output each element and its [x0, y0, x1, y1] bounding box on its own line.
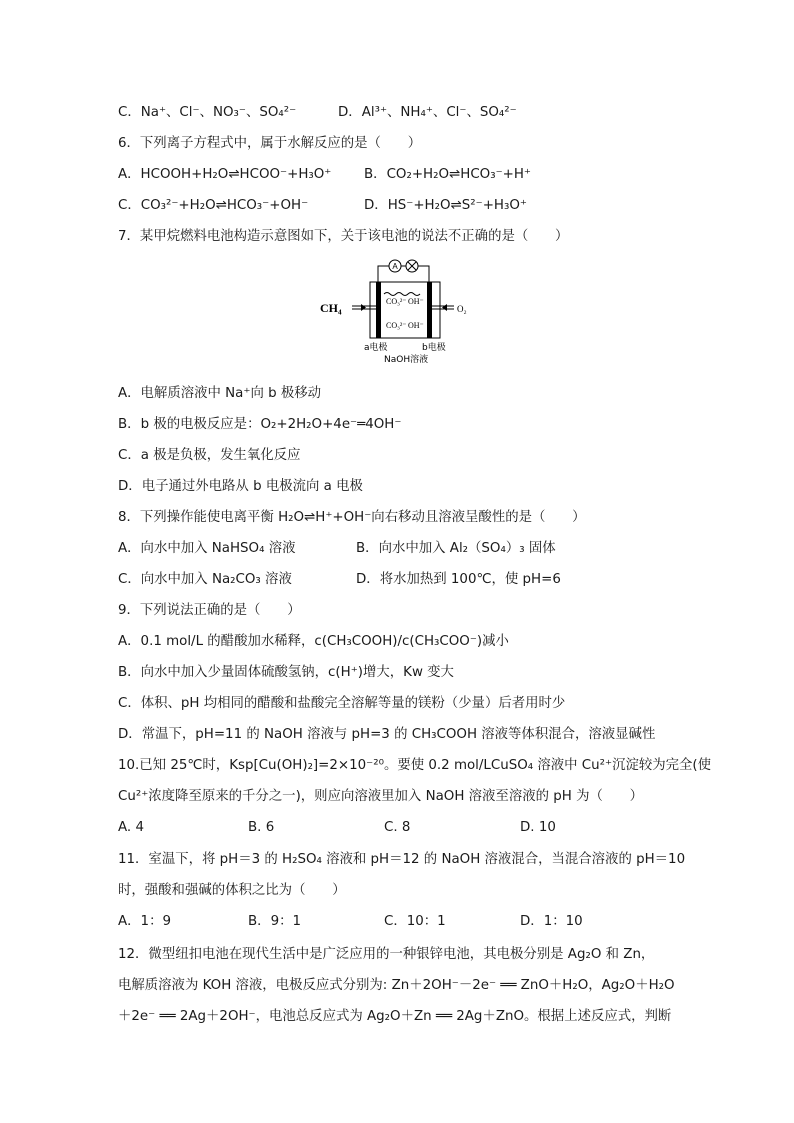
electrode-b — [427, 282, 432, 338]
q7-option-a: A．电解质溶液中 Na⁺向 b 极移动 — [118, 386, 322, 401]
ion-label: CO₃²⁻ — [386, 297, 407, 306]
ion-label: OH⁻ — [408, 321, 424, 330]
electrode-a — [376, 282, 381, 338]
q7-option-b: B．b 极的电极反应是：O₂+2H₂O+4e⁻═4OH⁻ — [118, 417, 402, 432]
q6-option-b: B．CO₂+H₂O⇌HCO₃⁻+H⁺ — [364, 167, 532, 182]
question-11-cont: 时，强酸和强碱的体积之比为（ ） — [118, 883, 346, 898]
q11-option-d: D．1：10 — [520, 914, 583, 929]
question-10-cont: Cu²⁺浓度降至原来的千分之一)，则应向溶液里加入 NaOH 溶液至溶液的 pH 为（ ） — [118, 789, 644, 804]
question-12-cont: 电解质溶液为 KOH 溶液，电极反应式分别为: Zn＋2OH⁻－2e⁻ ══ ZnO＋H₂O，Ag₂O＋H₂O — [118, 978, 675, 993]
q10-option-d: D. 10 — [520, 820, 556, 835]
ammeter-label: A — [392, 262, 398, 271]
q6-option-c: C．CO₃²⁻+H₂O⇌HCO₃⁻+OH⁻ — [118, 198, 309, 213]
q8-option-a: A．向水中加入 NaHSO₄ 溶液 — [118, 541, 296, 556]
solution-label: NaOH溶液 — [384, 355, 429, 365]
question-9: 9．下列说法正确的是（ ） — [118, 603, 301, 618]
question-10: 10.已知 25℃时，Ksp[Cu(OH)₂]=2×10⁻²⁰。要使 0.2 mol/LCuSO₄ 溶液中 Cu²⁺沉淀较为完全(使 — [118, 758, 712, 773]
q10-option-a: A. 4 — [118, 820, 144, 835]
ion-label: OH⁻ — [408, 297, 424, 306]
q11-option-a: A．1：9 — [118, 914, 171, 929]
q9-option-d: D．常温下，pH=11 的 NaOH 溶液与 pH=3 的 CH₃COOH 溶液等体积混合，溶液显碱性 — [118, 727, 656, 742]
question-12-cont2: ＋2e⁻ ══ 2Ag＋2OH⁻，电池总反应式为 Ag₂O＋Zn ══ 2Ag＋ZnO。根据上述反应式，判断 — [118, 1009, 672, 1024]
fuel-cell-diagram — [312, 258, 482, 366]
q9-option-c: C．体积、pH 均相同的醋酸和盐酸完全溶解等量的镁粉（少量）后者用时少 — [118, 696, 566, 711]
option-d-line: D．Al³⁺、NH₄⁺、Cl⁻、SO₄²⁻ — [338, 105, 517, 120]
q9-option-b: B．向水中加入少量固体硫酸氢钠，c(H⁺)增大，Kw 变大 — [118, 665, 454, 680]
q8-option-b: B．向水中加入 Al₂（SO₄）₃ 固体 — [356, 541, 556, 556]
question-11: 11．室温下，将 pH＝3 的 H₂SO₄ 溶液和 pH＝12 的 NaOH 溶液混合，当混合溶液的 pH＝10 — [118, 852, 686, 867]
q7-option-c: C．a 极是负极，发生氧化反应 — [118, 448, 301, 463]
q10-option-b: B. 6 — [248, 820, 275, 835]
o2-label: O₂ — [457, 304, 467, 314]
ion-label: CO₃²⁻ — [386, 321, 407, 330]
ch4-label: CH₄ — [320, 301, 342, 315]
question-12: 12．微型纽扣电池在现代生活中是广泛应用的一种银锌电池，其电极分别是 Ag₂O 和 Zn， — [118, 947, 655, 962]
option-c-line: C．Na⁺、Cl⁻、NO₃⁻、SO₄²⁻ — [118, 105, 297, 120]
q11-option-c: C．10：1 — [384, 914, 446, 929]
question-7: 7．某甲烷燃料电池构造示意图如下，关于该电池的说法不正确的是（ ） — [118, 229, 569, 244]
q9-option-a: A．0.1 mol/L 的醋酸加水稀释，c(CH₃COOH)/c(CH₃COO⁻)减小 — [118, 634, 509, 649]
q8-option-d: D．将水加热到 100℃，使 pH=6 — [356, 572, 561, 587]
question-8: 8．下列操作能使电离平衡 H₂O⇌H⁺+OH⁻向右移动且溶液呈酸性的是（ ） — [118, 510, 586, 525]
q8-option-c: C．向水中加入 Na₂CO₃ 溶液 — [118, 572, 292, 587]
q6-option-d: D．HS⁻+H₂O⇌S²⁻+H₃O⁺ — [364, 198, 527, 213]
q10-option-c: C. 8 — [384, 820, 411, 835]
question-6: 6．下列离子方程式中，属于水解反应的是（ ） — [118, 136, 422, 151]
q7-option-d: D．电子通过外电路从 b 电极流向 a 电极 — [118, 479, 363, 494]
electrode-a-label: a电极 — [364, 343, 388, 353]
electrode-b-label: b电极 — [422, 343, 446, 353]
q11-option-b: B．9：1 — [248, 914, 302, 929]
q6-option-a: A．HCOOH+H₂O⇌HCOO⁻+H₃O⁺ — [118, 167, 332, 182]
